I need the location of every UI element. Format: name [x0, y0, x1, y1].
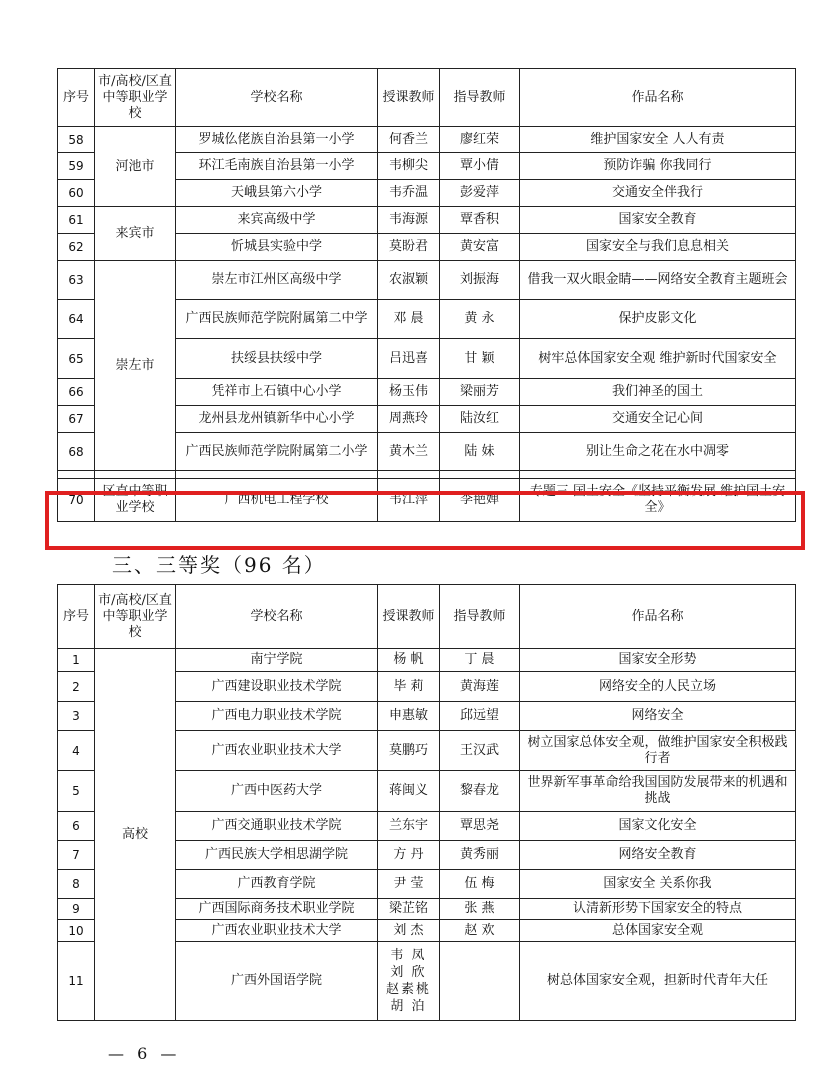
- seq-cell: 2: [58, 672, 95, 702]
- school-cell: 广西农业职业技术大学: [176, 920, 378, 942]
- work-cell: 国家安全形势: [520, 649, 796, 672]
- seq-cell: 63: [58, 261, 95, 300]
- work-cell: 维护国家安全 人人有责: [520, 127, 796, 153]
- table-row-cut-off: [58, 471, 796, 479]
- work-cell: 交通安全伴我行: [520, 180, 796, 207]
- advisor-cell: 陆汝红: [440, 406, 520, 433]
- page-number: — 6 —: [108, 1044, 181, 1063]
- teacher-cell: 邓 晨: [378, 300, 440, 339]
- seq-cell: 70: [58, 479, 95, 522]
- teacher-cell: 莫盼君: [378, 234, 440, 261]
- advisor-cell: [440, 942, 520, 1021]
- advisor-cell: 李艳婵: [440, 479, 520, 522]
- table-row-highlighted: [58, 479, 796, 522]
- seq-cell: 65: [58, 339, 95, 379]
- seq-cell: 61: [58, 207, 95, 234]
- work-cell: 树总体国家安全观，担新时代青年大任: [520, 942, 796, 1021]
- table-header-row: [58, 69, 796, 127]
- school-cell: 扶绥县扶绥中学: [176, 339, 378, 379]
- teacher-cell-multi: [378, 942, 440, 1021]
- header-region: 市/高校/区直中等职业学校: [95, 585, 176, 649]
- school-cell: 广西教育学院: [176, 870, 378, 899]
- seq-cell: 11: [58, 942, 95, 1021]
- school-cell: 广西民族师范学院附属第二小学: [176, 433, 378, 471]
- seq-cell: 6: [58, 812, 95, 841]
- seq-cell: 7: [58, 841, 95, 870]
- teacher-cell: 农淑颖: [378, 261, 440, 300]
- teacher-cell: 周燕玲: [378, 406, 440, 433]
- teacher-cell: 韦海源: [378, 207, 440, 234]
- seq-cell: 59: [58, 153, 95, 180]
- school-cell: 忻城县实验中学: [176, 234, 378, 261]
- seq-cell: 3: [58, 702, 95, 731]
- teacher-cell: 方 丹: [378, 841, 440, 870]
- region-cell: 河池市: [95, 127, 176, 207]
- work-cell: 总体国家安全观: [520, 920, 796, 942]
- teacher-name: 刘 欣: [390, 965, 427, 980]
- work-cell: 别让生命之花在水中凋零: [520, 433, 796, 471]
- advisor-cell: 丁 晨: [440, 649, 520, 672]
- school-cell: 广西民族师范学院附属第二中学: [176, 300, 378, 339]
- teacher-cell: 吕迅喜: [378, 339, 440, 379]
- advisor-cell: 黎春龙: [440, 771, 520, 812]
- advisor-cell: 黄安富: [440, 234, 520, 261]
- teacher-cell: 韦柳尖: [378, 153, 440, 180]
- work-cell: 网络安全的人民立场: [520, 672, 796, 702]
- school-cell: 广西交通职业技术学院: [176, 812, 378, 841]
- school-cell: 广西国际商务技术职业学院: [176, 899, 378, 920]
- seq-cell: 62: [58, 234, 95, 261]
- work-cell: 保护皮影文化: [520, 300, 796, 339]
- school-cell: 来宾高级中学: [176, 207, 378, 234]
- seq-cell: 68: [58, 433, 95, 471]
- header-seq: 序号: [58, 585, 95, 649]
- advisor-cell: 彭爱萍: [440, 180, 520, 207]
- teacher-name: 胡 泊: [390, 999, 427, 1014]
- school-cell: 环江毛南族自治县第一小学: [176, 153, 378, 180]
- teacher-cell: 何香兰: [378, 127, 440, 153]
- section-title-third-prize: 三、三等奖（96 名）: [108, 553, 330, 577]
- header-school: 学校名称: [176, 69, 378, 127]
- table-row: [58, 207, 796, 234]
- header-teacher: 授课教师: [378, 585, 440, 649]
- advisor-cell: 覃香积: [440, 207, 520, 234]
- work-cell: 网络安全教育: [520, 841, 796, 870]
- school-cell: 广西外国语学院: [176, 942, 378, 1021]
- teacher-cell: 莫鹏巧: [378, 731, 440, 771]
- work-cell: 借我一双火眼金睛——网络安全教育主题班会: [520, 261, 796, 300]
- region-cell: 崇左市: [95, 261, 176, 471]
- school-cell: 广西机电工程学校: [176, 479, 378, 522]
- teacher-cell: 尹 莹: [378, 870, 440, 899]
- seq-cell: 9: [58, 899, 95, 920]
- school-cell: 广西建设职业技术学院: [176, 672, 378, 702]
- seq-cell: 67: [58, 406, 95, 433]
- table-row: [58, 649, 796, 672]
- advisor-cell: 黄秀丽: [440, 841, 520, 870]
- teacher-name: 赵素桃: [385, 982, 431, 997]
- table-header-row: [58, 585, 796, 649]
- work-cell: 世界新军事革命给我国国防发展带来的机遇和挑战: [520, 771, 796, 812]
- advisor-cell: 刘振海: [440, 261, 520, 300]
- school-cell: 龙州县龙州镇新华中心小学: [176, 406, 378, 433]
- advisor-cell: 廖红荣: [440, 127, 520, 153]
- work-cell: 国家安全教育: [520, 207, 796, 234]
- seq-cell: 8: [58, 870, 95, 899]
- advisor-cell: 甘 颖: [440, 339, 520, 379]
- teacher-cell: 申惠敏: [378, 702, 440, 731]
- seq-cell: 4: [58, 731, 95, 771]
- header-work: 作品名称: [520, 69, 796, 127]
- advisor-cell: 赵 欢: [440, 920, 520, 942]
- table-row: [58, 261, 796, 300]
- seq-cell: 5: [58, 771, 95, 812]
- work-cell: 国家安全与我们息息相关: [520, 234, 796, 261]
- work-cell: 专题三 国土安全《坚持平衡发展 维护国土安全》: [520, 479, 796, 522]
- work-cell: 预防诈骗 你我同行: [520, 153, 796, 180]
- school-cell: 凭祥市上石镇中心小学: [176, 379, 378, 406]
- seq-cell: 10: [58, 920, 95, 942]
- region-cell: 高校: [95, 649, 176, 1021]
- award-table-second-prize: [57, 68, 796, 522]
- header-school: 学校名称: [176, 585, 378, 649]
- school-cell: 天峨县第六小学: [176, 180, 378, 207]
- seq-cell: 66: [58, 379, 95, 406]
- table-row: [58, 127, 796, 153]
- header-region: 市/高校/区直中等职业学校: [95, 69, 176, 127]
- header-advisor: 指导教师: [440, 69, 520, 127]
- advisor-cell: 伍 梅: [440, 870, 520, 899]
- teacher-cell: 韦江萍: [378, 479, 440, 522]
- work-cell: 网络安全: [520, 702, 796, 731]
- teacher-cell: 杨 帆: [378, 649, 440, 672]
- advisor-cell: 张 燕: [440, 899, 520, 920]
- teacher-cell: 杨玉伟: [378, 379, 440, 406]
- header-work: 作品名称: [520, 585, 796, 649]
- advisor-cell: 邱远望: [440, 702, 520, 731]
- teacher-cell: 刘 杰: [378, 920, 440, 942]
- school-cell: 广西中医药大学: [176, 771, 378, 812]
- teacher-cell: 黄木兰: [378, 433, 440, 471]
- work-cell: 国家文化安全: [520, 812, 796, 841]
- school-cell: 南宁学院: [176, 649, 378, 672]
- work-cell: 树立国家总体安全观，做维护国家安全积极践行者: [520, 731, 796, 771]
- teacher-cell: 兰东宇: [378, 812, 440, 841]
- school-cell: 崇左市江州区高级中学: [176, 261, 378, 300]
- advisor-cell: 覃小倩: [440, 153, 520, 180]
- award-table-third-prize: [57, 584, 796, 1021]
- teacher-cell: 蒋闽义: [378, 771, 440, 812]
- seq-cell: 58: [58, 127, 95, 153]
- school-cell: 罗城仫佬族自治县第一小学: [176, 127, 378, 153]
- teacher-cell: 韦乔温: [378, 180, 440, 207]
- school-cell: 广西农业职业技术大学: [176, 731, 378, 771]
- seq-cell: 60: [58, 180, 95, 207]
- school-cell: 广西电力职业技术学院: [176, 702, 378, 731]
- advisor-cell: 黄 永: [440, 300, 520, 339]
- work-cell: 树牢总体国家安全观 维护新时代国家安全: [520, 339, 796, 379]
- advisor-cell: 王汉武: [440, 731, 520, 771]
- advisor-cell: 梁丽芳: [440, 379, 520, 406]
- seq-cell: 64: [58, 300, 95, 339]
- teacher-name: 韦 凤: [390, 948, 427, 963]
- seq-cell: 1: [58, 649, 95, 672]
- work-cell: 国家安全 关系你我: [520, 870, 796, 899]
- teacher-cell: 梁芷铭: [378, 899, 440, 920]
- teacher-cell: 毕 莉: [378, 672, 440, 702]
- advisor-cell: 黄海莲: [440, 672, 520, 702]
- work-cell: 交通安全记心间: [520, 406, 796, 433]
- header-teacher: 授课教师: [378, 69, 440, 127]
- advisor-cell: 陆 妹: [440, 433, 520, 471]
- work-cell: 我们神圣的国土: [520, 379, 796, 406]
- header-seq: 序号: [58, 69, 95, 127]
- work-cell: 认清新形势下国家安全的特点: [520, 899, 796, 920]
- region-cell: 区直中等职业学校: [95, 479, 176, 522]
- header-advisor: 指导教师: [440, 585, 520, 649]
- advisor-cell: 覃思尧: [440, 812, 520, 841]
- region-cell: 来宾市: [95, 207, 176, 261]
- school-cell: 广西民族大学相思湖学院: [176, 841, 378, 870]
